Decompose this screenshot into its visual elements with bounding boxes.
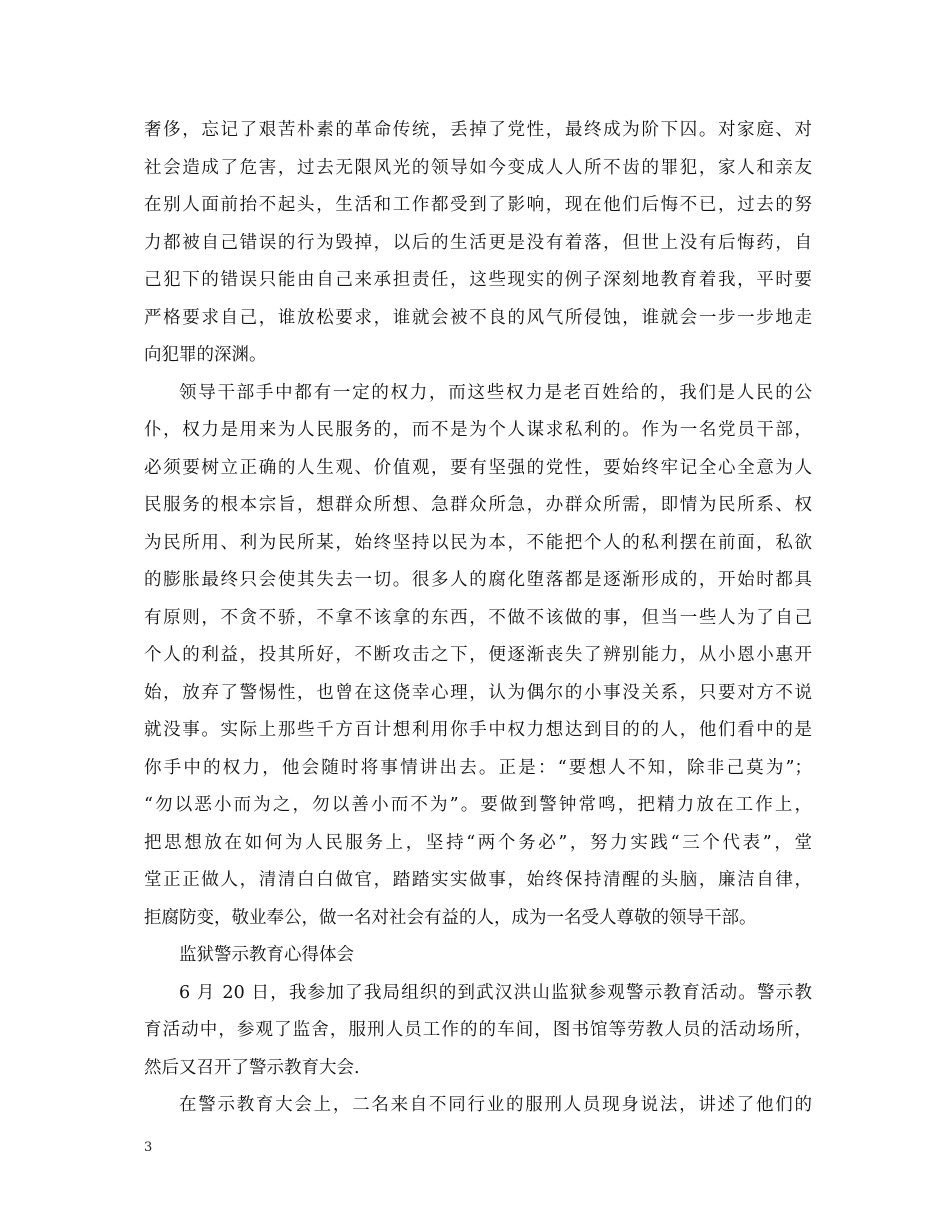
text-line: 力都被自己错误的行为毁掉，以后的生活更是没有着落，但世上没有后悔药，自 xyxy=(144,232,812,253)
text-line: 严格要求自己，谁放松要求，谁就会被不良的风气所侵蚀，谁就会一步一步地走 xyxy=(144,307,812,328)
text-line: 领导干部手中都有一定的权力，而这些权力是老百姓给的，我们是人民的公 xyxy=(179,382,812,403)
text-line: 必须要树立正确的人生观、价值观，要有坚强的党性，要始终牢记全心全意为人 xyxy=(144,457,812,478)
text-line: 育活动中，参观了监舍，服刑人员工作的的车间，图书馆等劳教人员的活动场所， xyxy=(144,1020,812,1040)
text-line: 社会造成了危害，过去无限风光的领导如今变成人人所不齿的罪犯，家人和亲友 xyxy=(144,157,812,178)
text-line: 拒腐防变，敬业奉公，做一名对社会有益的人，成为一名受人尊敬的领导干部。 xyxy=(144,907,757,928)
text-line: 在警示教育大会上，二名来自不同行业的服刑人员现身说法，讲述了他们的 xyxy=(179,1095,812,1115)
text-line: 的膨胀最终只会使其失去一切。很多人的腐化堕落都是逐渐形成的，开始时都具 xyxy=(144,570,812,590)
text-line: 在别人面前抬不起头，生活和工作都受到了影响，现在他们后悔不已，过去的努 xyxy=(144,195,812,215)
text-line: 为民所用、利为民所某，始终坚持以民为本，不能把个人的私利摆在前面，私欲 xyxy=(144,532,812,553)
text-line: 始，放弃了警惕性，也曾在这侥幸心理，认为偶尔的小事没关系，只要对方不说 xyxy=(144,682,812,703)
text-line: 奢侈，忘记了艰苦朴素的革命传统，丢掉了党性，最终成为阶下囚。对家庭、对 xyxy=(144,120,812,140)
text-line: 你手中的权力，他会随时将事情讲出去。正是：“要想人不知，除非己莫为”； xyxy=(144,757,812,778)
text-line: 6 月 20 日，我参加了我局组织的到武汉洪山监狱参观警示教育活动。警示教 xyxy=(179,982,812,1003)
text-line: 仆，权力是用来为人民服务的，而不是为个人谋求私利的。作为一名党员干部， xyxy=(144,420,812,440)
text-line: 监狱警示教育心得体会 xyxy=(179,945,354,965)
text-line: 民服务的根本宗旨，想群众所想、急群众所急，办群众所需，即情为民所系、权 xyxy=(144,495,812,515)
text-line: 己犯下的错误只能由自己来承担责任，这些现实的例子深刻地教育着我，平时要 xyxy=(144,270,812,290)
body-text xyxy=(144,112,812,1125)
text-line: 向犯罪的深渊。 xyxy=(144,345,267,365)
text-line: 然后又召开了警示教育大会. xyxy=(144,1057,360,1078)
page-number: 3 xyxy=(144,1140,153,1155)
text-line: 把思想放在如何为人民服务上，坚持“两个务必”，努力实践“三个代表”，堂 xyxy=(144,832,812,853)
text-line: “勿以恶小而为之，勿以善小而不为”。要做到警钟常鸣，把精力放在工作上， xyxy=(144,795,812,815)
text-line: 有原则，不贪不骄，不拿不该拿的东西，不做不该做的事，但当一些人为了自己 xyxy=(144,607,812,628)
text-line: 就没事。实际上那些千方百计想利用你手中权力想达到目的的人，他们看中的是 xyxy=(144,720,812,740)
text-line: 堂正正做人，清清白白做官，踏踏实实做事，始终保持清醒的头脑，廉洁自律， xyxy=(144,870,812,890)
text-line: 个人的利益，投其所好，不断攻击之下，便逐渐丧失了辨别能力，从小恩小惠开 xyxy=(144,645,812,665)
